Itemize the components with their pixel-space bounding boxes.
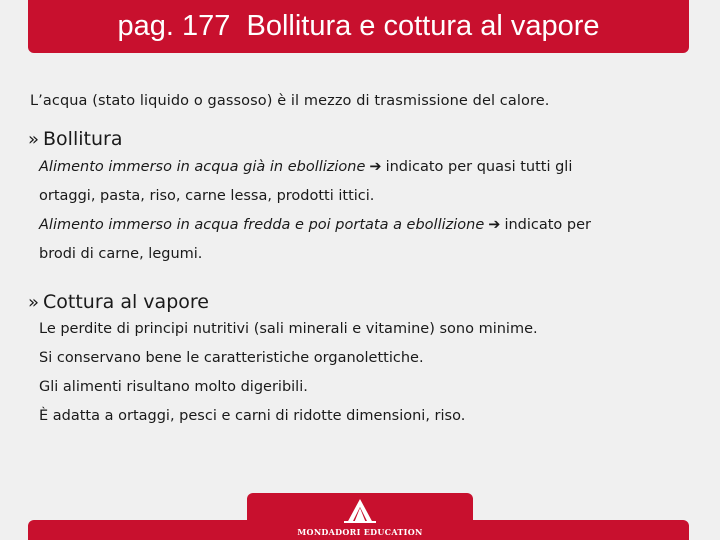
logo-text: MONDADORI EDUCATION — [297, 527, 423, 537]
arrow-right-icon: ➔ — [488, 217, 501, 233]
bullet-icon: » — [28, 128, 40, 150]
bullet-icon: » — [28, 291, 40, 313]
page-title: pag. 177 Bollitura e cottura al vapore — [117, 10, 600, 42]
intro-text: L’acqua (stato liquido o gassoso) è il mezzo di trasmissione del calore. — [30, 93, 550, 109]
section-bollitura — [28, 128, 688, 269]
section-cottura-vapore — [28, 291, 688, 431]
list-item: È adatta a ortaggi, pesci e carni di ridotte dimensioni, riso. — [39, 408, 466, 424]
section-heading — [28, 291, 688, 313]
publisher-logo — [247, 493, 473, 540]
list-item: Si conservano bene le caratteristiche organolettiche. — [39, 350, 424, 366]
slide-content — [28, 93, 688, 431]
mondadori-logo-icon — [342, 499, 378, 523]
list-item — [39, 211, 688, 240]
arrow-right-icon: ➔ — [369, 159, 382, 175]
list-item-continuation: ortaggi, pasta, riso, carne lessa, prodotti ittici. — [39, 188, 375, 204]
list-item — [39, 153, 688, 182]
title-bar — [28, 0, 689, 53]
list-item: Le perdite di principi nutritivi (sali minerali e vitamine) sono minime. — [39, 321, 538, 337]
item-text: indicato per quasi tutti gli — [385, 159, 573, 175]
item-text: indicato per — [504, 217, 591, 233]
section-heading-label: Cottura al vapore — [43, 291, 209, 313]
section-heading — [28, 128, 688, 150]
section-heading-label: Bollitura — [43, 128, 123, 150]
item-italic-text: Alimento immerso in acqua fredda e poi portata a ebollizione — [39, 217, 485, 233]
item-italic-text: Alimento immerso in acqua già in ebollizione — [39, 159, 366, 175]
list-item-continuation: brodi di carne, legumi. — [39, 246, 203, 262]
list-item: Gli alimenti risultano molto digeribili. — [39, 379, 308, 395]
